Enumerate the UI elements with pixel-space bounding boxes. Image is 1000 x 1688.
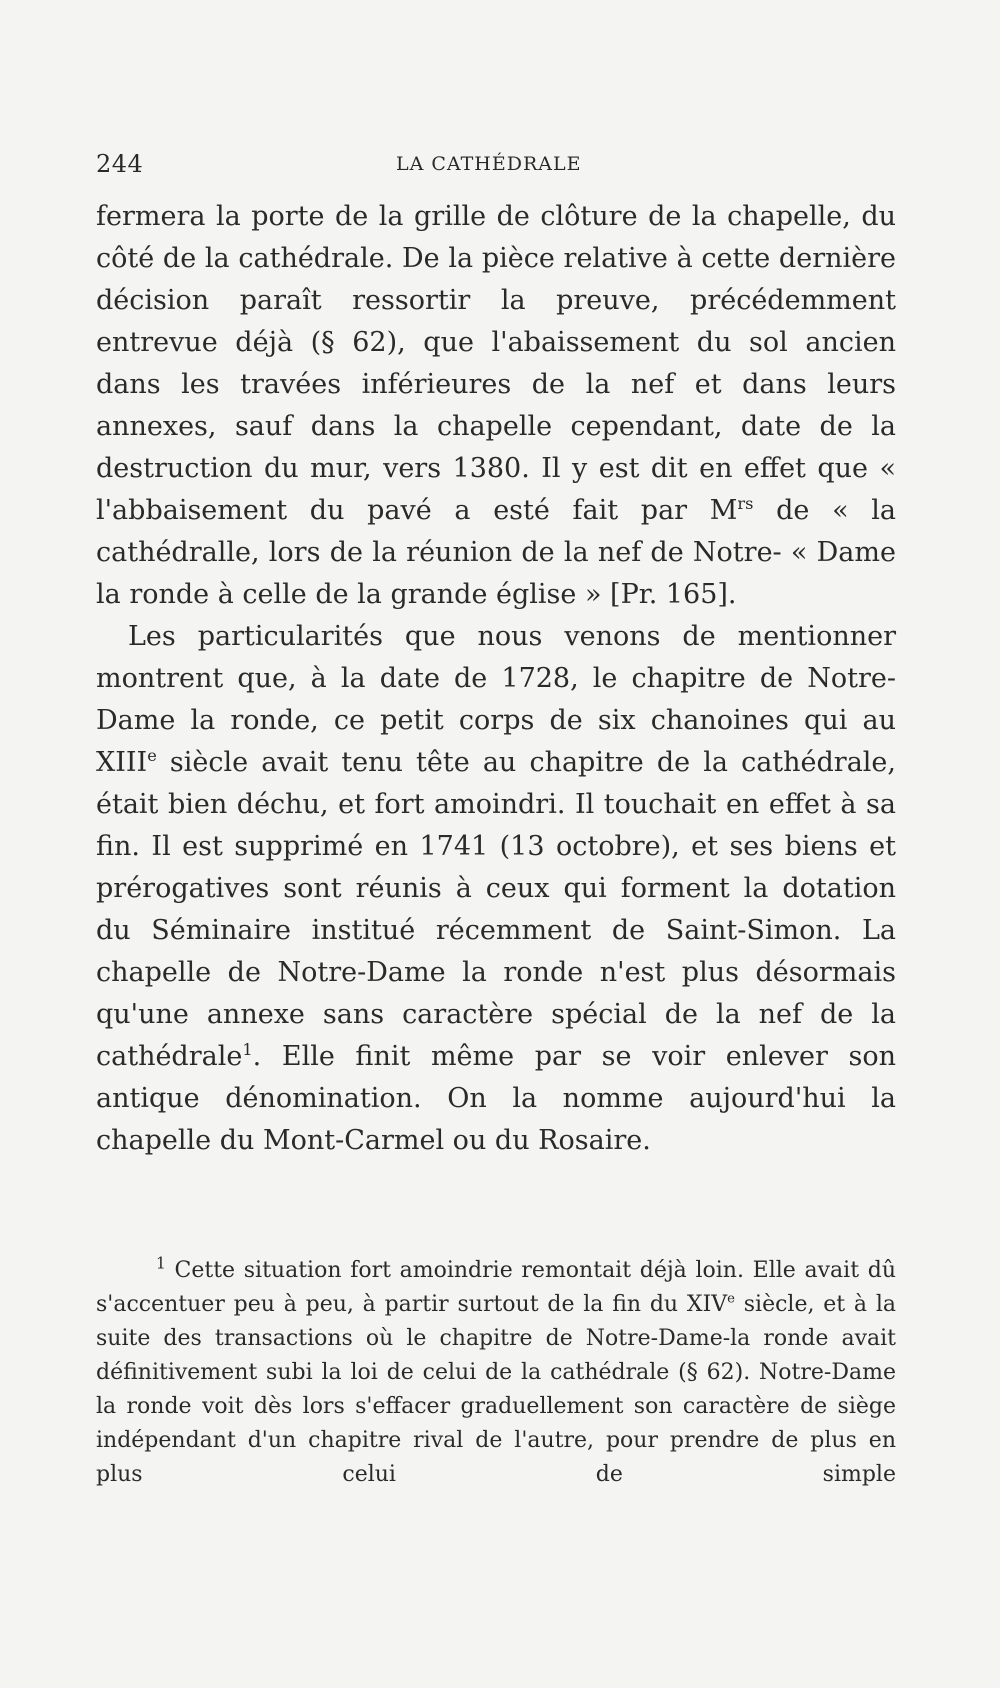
superscript: rs — [737, 494, 754, 513]
footnote-paragraph — [96, 1254, 896, 1492]
page-number: 244 — [96, 150, 144, 178]
running-title: LA CATHÉDRALE — [396, 153, 582, 175]
paragraph-2-text: Les particularités que nous venons de mentionner montrent que, à la date de 1728, le chapitre de Notre-Dame la ronde, ce petit corps de six chanoines qui au XIII — [96, 621, 896, 778]
paragraph-2-text-cont: siècle avait tenu tête au chapitre de la cathédrale, était bien déchu, et fort amoindri. Il touchait en effet à sa fin. Il est supprimé en 1741 (13 octobre), et ses biens et prérogatives sont réunis à ceux qui forment la dotation du Séminaire institué récemment de Saint-Simon. La chapelle de Notre-Dame la ronde n'est plus désormais qu'une annexe sans caractère spécial de la nef de la cathédrale — [96, 747, 896, 1072]
paragraph-2 — [96, 616, 896, 1162]
main-text — [96, 196, 896, 1162]
footnote-text-cont: siècle, et à la suite des transactions où le chapitre de Notre-Dame-la ronde avait définitivement subi la loi de celui de la cathédrale (§ 62). Notre-Dame la ronde voit dès lors s'effacer graduellement son caractère de siège indépendant d'un chapitre rival de l'autre, pour prendre de plus en plus celui de simple — [96, 1292, 896, 1487]
paragraph-1-text-cont: de « la cathédralle, lors de la réunion de la nef de Notre- « Dame la ronde à celle de la grande église » [Pr. 165]. — [96, 495, 896, 610]
footnote-marker: 1 — [156, 1254, 166, 1273]
footnote-reference[interactable]: 1 — [242, 1040, 253, 1059]
paragraph-1 — [96, 196, 896, 616]
superscript: e — [727, 1291, 735, 1307]
footnote-text: Cette situation fort amoindrie remontait déjà loin. Elle avait dû s'accentuer peu à peu, à partir surtout de la fin du XIV — [96, 1258, 896, 1317]
page-header — [96, 150, 896, 184]
paragraph-2-text-end: . Elle finit même par se voir enlever son antique dénomination. On la nomme aujourd'hui la chapelle du Mont-Carmel ou du Rosaire. — [96, 1041, 896, 1156]
paragraph-1-text: fermera la porte de la grille de clôture de la chapelle, du côté de la cathédrale. De la pièce relative à cette dernière décision paraît ressortir la preuve, précédemment entrevue déjà (§ 62), que l'abaissement du sol ancien dans les travées inférieures de la nef et dans leurs annexes, sauf dans la chapelle cependant, date de la destruction du mur, vers 1380. Il y est dit en effet que « l'abbaisement du pavé a esté fait par M — [96, 201, 896, 526]
superscript: e — [147, 746, 157, 765]
footnote — [96, 1254, 896, 1492]
